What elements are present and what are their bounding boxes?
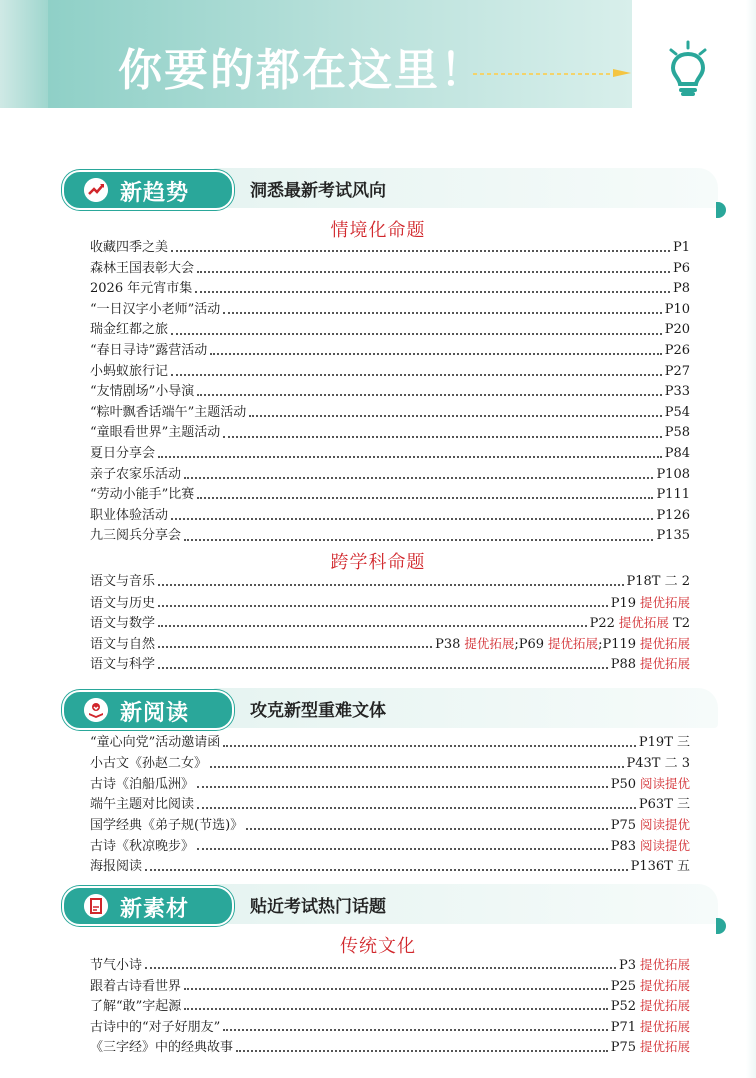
toc-entry[interactable] (90, 506, 690, 527)
page-number: P43T 二 3 (626, 755, 690, 771)
dashed-arrow-decoration (473, 68, 633, 78)
toc-list-scenario (90, 238, 690, 547)
page-number: P50 (610, 777, 637, 793)
toc-entry-page (611, 774, 690, 796)
dot-leader (184, 539, 653, 541)
reading-icon (84, 698, 108, 722)
toc-entry[interactable] (90, 382, 690, 403)
toc-entry[interactable] (90, 320, 690, 341)
page-number: P8 (672, 281, 690, 297)
dot-leader (249, 415, 661, 417)
page-number: P83 (610, 838, 637, 854)
page-number: ;P119 (598, 636, 637, 652)
dot-leader (195, 291, 670, 293)
page-number: P27 (664, 363, 690, 379)
dot-leader (223, 745, 636, 747)
page-number: P63T 三 (638, 796, 690, 812)
toc-entry[interactable] (90, 996, 690, 1017)
toc-entry-page (611, 976, 690, 998)
tag-label: 提优拓展 (636, 977, 690, 993)
toc-entry[interactable] (90, 815, 690, 836)
page-number: P22 (589, 616, 615, 632)
toc-entry-page (656, 465, 690, 486)
section-pill (62, 886, 234, 926)
toc-entry[interactable] (90, 593, 690, 614)
dot-leader (197, 271, 670, 273)
toc-entry[interactable] (90, 279, 690, 300)
tag-label: 提优拓展 (636, 1018, 690, 1034)
tag-label: 提优拓展 (460, 635, 515, 651)
toc-entry-page (656, 506, 690, 527)
toc-entry[interactable] (90, 955, 690, 976)
page-number: P111 (656, 487, 690, 503)
toc-entry[interactable] (90, 857, 690, 878)
toc-entry-title: 语文与自然 (90, 636, 156, 652)
dot-leader (145, 869, 628, 871)
page-number: P136T 五 (630, 858, 690, 874)
toc-entry-page (673, 279, 690, 300)
tag-label: 提优拓展 (544, 635, 599, 651)
tag-label: 阅读提优 (636, 817, 690, 833)
dot-leader (197, 848, 608, 850)
lightbulb-icon (665, 40, 711, 98)
page-number: T2 (668, 616, 690, 632)
dot-leader (171, 374, 662, 376)
toc-entry-page (627, 754, 691, 775)
dot-leader (158, 584, 623, 586)
section-description: 攻克新型重难文体 (250, 701, 386, 721)
toc-entry-title: 端午主题对比阅读 (90, 796, 195, 812)
toc-entry-page (639, 795, 690, 816)
page-number: P38 (435, 636, 461, 652)
toc-entry-title: 海报阅读 (90, 858, 143, 874)
toc-entry-title: 小古文《孙赵二女》 (90, 755, 208, 771)
page-number: P75 (610, 818, 637, 834)
subsection-title: 跨学科命题 (330, 552, 426, 573)
dot-leader (171, 250, 670, 252)
toc-entry[interactable] (90, 976, 690, 997)
page-number: P26 (664, 342, 690, 358)
toc-entry-page (611, 1017, 690, 1039)
toc-entry-page (665, 300, 690, 321)
toc-entry-title: 了解“敢”字起源 (90, 999, 182, 1015)
dot-leader (246, 828, 608, 830)
toc-list-cross-subject (90, 572, 690, 675)
toc-entry-page (611, 815, 690, 837)
page-number: P52 (610, 999, 637, 1015)
toc-entry[interactable] (90, 300, 690, 321)
toc-entry-page (611, 836, 690, 858)
toc-entry[interactable] (90, 259, 690, 280)
toc-entry[interactable] (90, 733, 690, 754)
dot-leader (223, 436, 661, 438)
toc-entry-title: 古诗《泊船瓜洲》 (90, 777, 195, 793)
toc-entry[interactable] (90, 1037, 690, 1058)
toc-entry[interactable] (90, 613, 690, 634)
dot-leader (145, 967, 616, 969)
toc-entry-page (611, 1037, 690, 1059)
toc-entry-page (665, 423, 690, 444)
toc-entry-title: 节气小诗 (90, 958, 143, 973)
toc-entry-title: 森林王国表彰大会 (90, 260, 195, 276)
trend-icon (84, 178, 108, 202)
toc-entry[interactable] (90, 572, 690, 593)
page-number: P6 (672, 260, 690, 276)
toc-list-reading (90, 733, 690, 877)
dot-leader (158, 625, 587, 627)
toc-entry-title: “童心向党”活动邀请函 (90, 735, 221, 750)
tag-label: 提优拓展 (636, 957, 690, 972)
dot-leader (158, 605, 608, 607)
dot-leader (158, 667, 608, 669)
toc-entry-title: “劳动小能手”比赛 (90, 487, 195, 503)
toc-entry-title: 小蚂蚁旅行记 (90, 363, 169, 379)
section-header-new-trend (62, 168, 718, 208)
page-number: P84 (664, 445, 690, 461)
toc-entry-page (665, 382, 690, 403)
toc-entry-title: 《三字经》中的经典故事 (90, 1040, 234, 1056)
page-number: P19T 三 (638, 735, 690, 750)
page-number: ;P69 (514, 636, 545, 652)
section-description: 洞悉最新考试风向 (250, 181, 386, 201)
toc-entry-title: “一日汉字小老师”活动 (90, 301, 221, 317)
header-banner (48, 0, 632, 108)
toc-entry[interactable] (90, 403, 690, 424)
toc-entry-title: 2026 年元宵市集 (90, 281, 193, 297)
dot-leader (171, 518, 653, 520)
page-title: 你要的都在这里！ (118, 45, 486, 96)
section-pill (62, 690, 234, 730)
dot-leader (184, 988, 608, 990)
toc-entry-page (639, 733, 690, 754)
page-number: P33 (664, 384, 690, 400)
page-number: P58 (664, 425, 690, 441)
subsection-title: 传统文化 (340, 936, 416, 957)
toc-entry-page (611, 593, 690, 615)
dot-leader (184, 477, 653, 479)
toc-entry[interactable] (90, 465, 690, 486)
toc-entry-title: 夏日分享会 (90, 445, 156, 461)
toc-entry[interactable] (90, 774, 690, 795)
toc-entry-title: “春日寻诗”露营活动 (90, 342, 208, 358)
dot-leader (184, 1008, 607, 1010)
toc-entry-page (627, 572, 691, 593)
page-number: P19 (610, 595, 637, 611)
toc-entry-title: 职业体验活动 (90, 507, 169, 523)
toc-entry[interactable] (90, 423, 690, 444)
dot-leader (197, 394, 661, 396)
toc-entry[interactable] (90, 341, 690, 362)
toc-entry-page (673, 238, 690, 259)
toc-entry-page (590, 613, 690, 635)
toc-entry-page (656, 485, 690, 506)
dot-leader (197, 786, 608, 788)
toc-entry[interactable] (90, 485, 690, 506)
toc-entry-title: 收藏四季之美 (90, 240, 169, 255)
dot-leader (197, 497, 653, 499)
page-number: P10 (664, 301, 690, 317)
toc-entry-title: 语文与历史 (90, 595, 156, 611)
page-number: P88 (610, 657, 637, 673)
tag-label: 提优拓展 (636, 635, 690, 651)
page-number: P135 (656, 528, 690, 544)
tag-label: 阅读提优 (636, 776, 690, 792)
toc-entry[interactable] (90, 526, 690, 547)
toc-entry-page (665, 320, 690, 341)
section-name: 新阅读 (120, 701, 190, 726)
toc-entry-title: “童眼看世界”主题活动 (90, 425, 221, 441)
page-number: P25 (610, 978, 637, 994)
dot-leader (210, 766, 623, 768)
toc-entry-title: 语文与科学 (90, 657, 156, 673)
toc-entry-title: 亲子农家乐活动 (90, 466, 182, 482)
toc-entry-title: 国学经典《弟子规(节选)》 (90, 818, 244, 834)
material-icon (84, 894, 108, 918)
toc-entry-title: 九三阅兵分享会 (90, 528, 182, 544)
toc-entry[interactable] (90, 795, 690, 816)
page-number: P20 (664, 322, 690, 338)
toc-entry[interactable] (90, 634, 690, 655)
banner-left-strip (0, 0, 48, 108)
page-number: P18T 二 2 (626, 574, 690, 589)
page-number: P71 (610, 1019, 637, 1035)
toc-entry-page (673, 259, 690, 280)
toc-entry-page (435, 634, 690, 656)
dot-leader (210, 353, 661, 355)
toc-entry-title: 古诗《秋凉晚步》 (90, 838, 195, 854)
toc-entry-title: 古诗中的“对子好朋友” (90, 1019, 221, 1035)
tag-label: 提优拓展 (636, 656, 690, 672)
section-pill (62, 170, 234, 210)
section-name: 新素材 (120, 897, 190, 922)
page-number: P126 (656, 507, 690, 523)
toc-entry-title: 语文与数学 (90, 616, 156, 632)
page-edge-shade (746, 0, 756, 1078)
tag-label: 提优拓展 (614, 615, 669, 631)
page-number: P54 (664, 404, 690, 420)
toc-entry[interactable] (90, 836, 690, 857)
toc-entry-title: “友情剧场”小导演 (90, 384, 195, 400)
toc-entry-page (665, 444, 690, 465)
dot-leader (223, 312, 661, 314)
toc-entry-page (665, 362, 690, 383)
toc-entry-title: 瑞金红都之旅 (90, 322, 169, 338)
toc-entry-page (665, 341, 690, 362)
tag-label: 提优拓展 (636, 594, 690, 610)
section-description: 贴近考试热门话题 (250, 897, 386, 917)
tag-label: 提优拓展 (636, 998, 690, 1014)
toc-entry-page (656, 526, 690, 547)
toc-entry[interactable] (90, 238, 690, 259)
toc-entry-page (665, 403, 690, 424)
toc-entry-title: 语文与音乐 (90, 574, 156, 589)
toc-entry[interactable] (90, 444, 690, 465)
toc-entry-title: 跟着古诗看世界 (90, 978, 182, 994)
page-number: P1 (672, 240, 690, 255)
toc-entry-page (611, 654, 690, 676)
dot-leader (158, 456, 662, 458)
section-name: 新趋势 (120, 181, 190, 206)
dot-leader (223, 1029, 607, 1031)
toc-entry-page (619, 955, 690, 977)
toc-entry-page (611, 996, 690, 1018)
toc-entry[interactable] (90, 1017, 690, 1038)
toc-entry-page (631, 857, 690, 878)
toc-list-tradition (90, 955, 690, 1058)
dot-leader (197, 807, 636, 809)
tag-label: 阅读提优 (636, 837, 690, 853)
page-number: P108 (656, 466, 690, 482)
toc-entry[interactable] (90, 654, 690, 675)
section-header-new-reading (62, 688, 718, 728)
subsection-title: 情境化命题 (330, 220, 426, 241)
toc-entry[interactable] (90, 754, 690, 775)
dot-leader (171, 333, 662, 335)
section-header-new-material (62, 884, 718, 924)
tag-label: 提优拓展 (636, 1039, 690, 1055)
page-number: P3 (618, 958, 637, 973)
dot-leader (236, 1050, 608, 1052)
toc-entry[interactable] (90, 362, 690, 383)
page-number: P75 (610, 1040, 637, 1056)
dot-leader (158, 646, 432, 648)
toc-entry-title: “粽叶飘香话端午”主题活动 (90, 404, 247, 420)
